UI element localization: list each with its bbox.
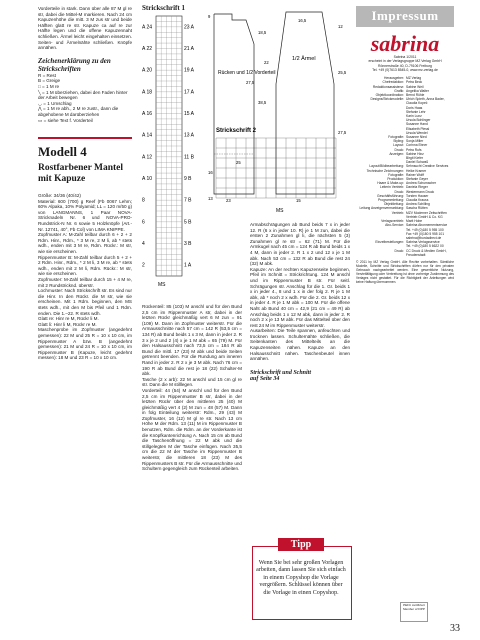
chart-row-label-left: A 24 xyxy=(142,24,153,31)
chart-row-label-left: 8 xyxy=(142,197,145,204)
chart-row-label-right: 17 A xyxy=(184,89,195,96)
publisher-info: Sabrina 1/2011 erscheint in der Verlagsgruppe MZ Verlag GmbH Rönnerstraße 40, D-79106 Freiburg Tel. +49 (0)7613 8545-0, www.mz-verlag.de xyxy=(368,55,442,72)
credit-role: Verlagsvertrieb: xyxy=(381,219,404,224)
chart-row-label-right: 11 B xyxy=(184,154,194,161)
credit-role: Layout/Bildbearbeitung: xyxy=(369,164,404,169)
credit-name: Birgit Kiefer xyxy=(406,156,424,161)
credit-name: MZ Verlag xyxy=(406,76,422,81)
credit-name: Sehnsucht Creative Services xyxy=(406,164,449,169)
credit-role: Fotografie: xyxy=(388,172,404,177)
chart-row-label-left: A 14 xyxy=(142,132,153,139)
credit-name: Westermann Druck xyxy=(406,189,435,194)
credit-role: Technische Zeichnungen: xyxy=(366,168,404,173)
credit-name: Sabine Hinz xyxy=(406,151,424,156)
col3-text: Armabschrägungen ab Bund beids 7 x in jeder 12. R (6 x in jeder 10. R) je 1 M zun, dabei die ersten 2 Zunahmen gl li, die nächsten 5 (3) Zunahmen gl re str = 62 (71) M. Für die Armkugel nach 45 cm = 124 R ab Bund beids 1 x 4 M, dann in jeder 2. R 1 x 2 und 12 x je 1 M abk. Nach 53 cm = 132 R ab Bund die rest 24 (32) M abk. Kapuze: An der rechten Kapuzenseite beginnen, Pfeil im Schnitt = Strickrichtung. 124 M anschl und im Rippenmuster B str. Für seitl. Schrägungen str. Anschlag für die 1. Gr. beids 1 x in jeder 4., 8 und 1 x in der folg 2. R je 1 M abk, ab * noch 2 x wdh. Für die 2. Gr. beids 12 x in jeder 4. R je 1 M abk = 100 M. Für die offene Naht ab Bund 40 cm = 42,9 (21 cm = 49 R) ab Anschlag beids 1 x 12 M abk, dann in jeder 2. R noch 2 x je 13 M abk. Für das Mittelteil über den rest 24 M im Rippenmuster weiterstr. Ausarbeiten: Die Teile spannen, anfeuchten und trocknen lassen. Schulternähte schließen, die Seitenkanten des Mittelteils an die Kapuzenseiten nähen. Kapuze an den Halsausschnitt nähen. Taschenbeutel innen annähen. xyxy=(250,222,350,362)
impressum-credits xyxy=(356,76,454,257)
dim-label: 12 xyxy=(338,24,343,29)
credit-name: Susanne Nied xyxy=(406,135,427,140)
credit-role: Layout: xyxy=(393,143,404,148)
stitch-chart-grid xyxy=(142,12,198,292)
copyright-text: © 2011 by MZ Verlag GmbH. Alle Rechte vorbehalten. Sämtliche Modelle, Schnitte und Strickschriften dürfen nur für den privaten Gebrauch nachgearbeitet werden. Eine gewerbliche Nutzung, Vervielfältigung oder Verbreitung ist ohne vorherige Zustimmung des Verlages nicht gestattet. Für die Richtigkeit der Anleitungen wird keine Haftung übernommen. xyxy=(356,259,454,284)
credit-name: Rainer Wolff xyxy=(406,172,425,177)
credit-role: Leiterin Vertrieb: xyxy=(379,185,404,190)
credit-role: Abo-Service: xyxy=(385,223,404,228)
credit-role: Einzelbestellungen: xyxy=(375,240,404,245)
chart2-ms-label: MS xyxy=(276,208,284,214)
see-also-page[interactable]: auf Seite 34 xyxy=(250,375,280,382)
chart-row-label-left: A 20 xyxy=(142,67,153,74)
credit-role: Chefredaktion: xyxy=(382,80,404,85)
credit-role: Styling: xyxy=(393,139,404,144)
pefc-badge: PEFC zertifiziert Member of FIPP xyxy=(400,602,428,622)
chart-row-label-right: 3 B xyxy=(184,241,192,247)
credit-name: Corinna Ebner xyxy=(406,143,428,148)
credit-row xyxy=(356,97,454,105)
intro-text: Vorderteile in stark. Dann über alle 87 M gl re str, dabei die Mittel-M markieren. Nach 24 cm Kapuzenhöhe die mitt. 3 M zus str und beide Hälften glatt re str. Kapuze ca auf re zur Hälfte legen und die offene Kapuzennaht schließen. Ärmel leicht eingehalten einsetzen. Seiten- und Ärmelnähte schließen. Knöpfe annähen. xyxy=(38,6,132,51)
credit-name: Elisabeth Plessl xyxy=(406,126,430,131)
credit-role: Objektleitung: xyxy=(383,202,404,207)
sabrina-logo: sabrina xyxy=(370,31,440,56)
credit-role: Druck: xyxy=(394,189,404,194)
credit-name: Claudia Krauss xyxy=(406,198,429,203)
credit-name: Sonja Miller xyxy=(406,139,424,144)
chart-row-label-right: 21 A xyxy=(184,46,195,52)
credit-role: Vertrieb: xyxy=(391,210,404,215)
credit-name: Tel. +49 (0)180 5 6622 00 xyxy=(406,244,444,249)
dim-label: 27,5 xyxy=(246,80,255,85)
tip-text: Wenn Sie bei sehr großen Vorlagen arbeiten, dann lassen Sie sich einfach in einem Copyshop die Vorlage vergrößern. Schlüssel können über die Vorlage in einen Copyshop. xyxy=(256,560,346,596)
credit-role: Haare & Make-up: xyxy=(377,181,404,186)
chart2-title: Strickschrift 2 xyxy=(216,128,257,134)
chart-row-label-right: 19 A xyxy=(184,67,195,74)
instructions-column-3 xyxy=(250,222,350,382)
impressum-title: Impressum xyxy=(356,6,454,27)
legend-title: Zeichenerklärung zu den Strickschriften xyxy=(38,56,111,73)
chart-row-label-left: A 12 xyxy=(142,154,153,161)
dim-label: 16 xyxy=(208,170,213,175)
chart-row-label-right: 7 B xyxy=(184,197,192,204)
dim-label: 22 xyxy=(264,60,269,65)
credit-name: CC Druck & Medien GmbH, Freudenstadt xyxy=(406,248,447,257)
tip-label: Tipp xyxy=(278,538,324,551)
legend-list: R = Rest B = Greige □ = 1 M re ╲ = 1 M überziehen, dabei den Faden hinter der Arbeit bewegen ◡ = 1 Umschlag ⋀ = 1 M re abh., 2 M re zustr., dann die abgehobene M darüberziehen ▭ = siehe Text f. Vorderteil xyxy=(38,72,128,123)
credit-role: Produktion: xyxy=(387,177,404,182)
dim-label: 18,5 xyxy=(258,30,267,35)
credit-role: Herausgeber: xyxy=(384,76,404,81)
chart-row-label-left: 6 xyxy=(142,219,145,226)
ms-label: MS xyxy=(158,282,166,288)
credit-name: Bernd Rühle xyxy=(406,93,425,97)
credit-name: Marit Hobe xyxy=(406,219,423,224)
chart-row-label-left: A 10 xyxy=(142,176,153,182)
impressum-column xyxy=(356,6,454,284)
credit-name: Stefanie Lehr xyxy=(406,109,426,114)
credit-name: Angelika Walter xyxy=(406,88,429,93)
chart-row-label-left: 2 xyxy=(142,262,145,269)
credit-name: Ulrich Spieth, Anna Bader, Claudia Kopeč xyxy=(406,97,445,106)
credit-role: Druck: xyxy=(394,248,404,253)
credit-name: sabrina@burdadirect.de xyxy=(406,235,442,240)
credit-role: Programmleitung: xyxy=(377,198,404,203)
credit-name: Karin Lunz xyxy=(406,114,422,119)
credit-name: Sabrina Abonnementservice xyxy=(406,223,448,228)
stitch-chart-1 xyxy=(142,4,198,294)
body-label: Rücken und 1/2 Vorderteil xyxy=(218,70,276,76)
credit-name: Doris Haas xyxy=(406,105,423,110)
section-divider xyxy=(38,137,132,139)
garment-schematic xyxy=(206,4,354,216)
dim-label: 13 xyxy=(208,196,213,201)
page-number: 33 xyxy=(450,623,460,634)
credit-role: Designs/Strickmodelle: xyxy=(370,97,404,102)
credit-role: Objektkoordination: xyxy=(375,93,404,97)
credit-row xyxy=(356,249,454,257)
chart-row-label-left: A 18 xyxy=(142,89,153,96)
dim-label: 38,5 xyxy=(258,100,267,105)
credit-name: MZV Moderner Zeitschriften Vertrieb GmbH & Co. KG xyxy=(406,210,447,219)
model-instructions: Größe: 34/36 (40/42) Material: 600 (700) g Reef (Fb 0067 Lehm; 60% Alpaka, 10% Polyamid; LL = 120 m/50 g) von LANGMANNS, 1 Paar NOVA-Stricknadeln Nr. 6 und NOVA-PRO-Rundstrick-N Nr. 6 sowie 5 Holzknöpfe (Art.-Nr. 12741, 40°, Fb Col) von LIMA KNIPPE. Zopfmuster A: M-Zahl teilbar durch 6 + 2 + 2 Rdm. Hinr., Rdm., * 3 M re, 2 M li, ab * stets wdh., enden mit 3 M re, Rdm. Rückr.: M str, wie sie erscheinen. Rippenmuster B: M-Zahl teilbar durch 5 + 2 + 2 Rdm. Hinr., Rdm., * 2 M li, 3 M re, ab * stets wdh., enden mit 2 M li, Rdm. Rückr.: M str, wie sie erscheinen. Zopfmuster: M-Zahl teilbar durch 15 + 4 M re, mit 2 Rundstricknd. überstr. Lochmuster: Nach Strickschrift str. Es sind nur die Hinr. In den Rückr. die M str, wie sie erscheinen. Mit 1 Rdm. beginnen, den MS stets wdh., mit den M bis Pfeil und 1 Rdm. enden. Die 1.–22. R stets wdh. Glatt re: Hinr re M, Rückr li M. Glatt li: Hinr li M, Rückr re M. Maschenprobe im Zopfmuster (angedehnt gemessen): 22 M und 25 R = 10 x 10 cm, im Rippenmuster A bzw. B (angedehnt gemessen): 21 M und 24 R = 10 x 10 cm, im Rippenmuster B (Kapuze, leicht gedehnt messen): 18 M und 23 R = 10 x 10 cm. xyxy=(38,193,132,361)
chart-row-label-left: 4 xyxy=(142,241,145,247)
credit-role: Fotografie: xyxy=(388,135,404,140)
credit-role: Leitung Anzeigenvermarktung: xyxy=(359,206,404,211)
dim-label: 23 xyxy=(226,198,231,203)
credit-name: Sabrina Verlagsservice xyxy=(406,240,440,245)
credit-name: Petra Beck xyxy=(406,80,423,85)
sleeve-label: 1/2 Ärmel xyxy=(292,56,316,62)
credit-name: Andrea Schilling xyxy=(406,202,430,207)
dim-label: 15 xyxy=(296,198,301,203)
see-also-link[interactable]: Strickschrift und Schnitt xyxy=(250,369,312,376)
credit-name: Susanne Hand xyxy=(406,122,428,127)
credit-role: Geschäftsführung: xyxy=(377,193,404,198)
chart-row-label-right: 23 A xyxy=(184,24,195,31)
credit-row xyxy=(356,211,454,219)
chart-row-label-right: 15 A xyxy=(184,111,195,117)
credit-name: Andrea Schumacher xyxy=(406,181,437,186)
dim-label: 27,5 xyxy=(338,130,347,135)
chart-row-label-left: A 22 xyxy=(142,46,153,52)
credit-name: Torsten Hauser xyxy=(406,193,429,198)
chart-row-label-right: 1 A xyxy=(184,262,192,269)
credit-name: Petra Rufs xyxy=(406,147,422,152)
credit-name: Ursula Wendel xyxy=(406,130,428,135)
credit-name: Tel. +49 (0)180 5 955 100 xyxy=(406,227,444,232)
dim-label: 25 xyxy=(236,160,241,165)
credit-name: Sascha Rütten xyxy=(406,206,428,211)
stitch-chart-title: Strickschrift 1 xyxy=(142,4,185,12)
instructions-column-2: Rückenteil: 85 (103) M anschl und für den Bund 2,5 cm im Rippenmuster A str, dabei in der letzten Rückr gleichmäßig vert 6 M zun = 91 (109) M. Dann im Zopfmuster weiterstr. Für die Armausschnitte nach 57 cm = 142 R (53,5 cm = 134 R) ab Bund beids 1 x 3 M, dann in jeder 2. R 3 x je 2 und 2 (4) x je 1 M abk = 65 (79) M. Für den Halsausschnitt nach 73,5 cm = 184 R ab Bund die mittl. 17 (23) M abk und beide Seiten getrennt beenden. Für die Rundung am inneren Rand in jeder 2. R 2 x je 3 M abk. Nach 76 cm = 190 R ab Bund die rest je 18 (22) Schulter-M abk. Tasche (2 x arb): 22 M anschl und 15 cm gl re str. Dann die M stilllegen. Vorderteil: 44 (54) M anschl und für den Bund 2,5 cm im Rippenmuster B str, dabei in der letzten Rückr über den mittleren 25 (40) M gleichmäßig vert 4 (2) M zun = 48 (57) M. Dann in folg Einteilung weiterstr: Rdm., 29 (43) M Zopfmuster, 16 (12) M gl re str. Nach 13 cm Höhe M der Rdm. 13 (11) M im Rippenmuster B benutzen, Rdm. die Rdm. an der Vorderkante ist die Knöpfkantenrichtung A. Nach 15 cm ab Bund die Taschenöffnung = 22 M abk und die stillgelegten M der Tasche einfügen. Nach 35,5 cm die 22 M der Tasche im Rippenmuster B weiterstr, die mittleren 18 (23) M des Rippenmusters B str. Für die Armausschnitte und Schultern gegengleich zum Rückenteil arbeiten. xyxy=(142,304,242,472)
dim-label: 9 xyxy=(208,14,211,19)
credit-name: Ursula Bohlinger xyxy=(406,118,431,123)
credit-name: Stefanie Geyer xyxy=(406,177,428,182)
sleeve-outline xyxy=(276,12,334,194)
credit-name: Fax +49 (0)180 5 955 101 xyxy=(406,231,445,236)
dim-label: 16,5 xyxy=(298,18,307,23)
credit-role: Grafik: xyxy=(394,88,404,93)
chart-row-label-right: 5 B xyxy=(184,219,192,226)
model-subtitle: Rostfarbener Mantel mit Kapuze xyxy=(38,163,124,185)
credit-role: Druck: xyxy=(394,147,404,152)
credit-name: Sabine Weil xyxy=(406,84,424,89)
credit-name: Daniela Rieger xyxy=(406,185,428,190)
credit-role: Anzeigen: xyxy=(389,151,404,156)
chart-row-label-right: 13 A xyxy=(184,132,195,139)
body-outline xyxy=(214,14,254,194)
instructions-column-1 xyxy=(38,6,132,361)
model-title: Modell 4 xyxy=(38,144,87,160)
dim-label: 25,5 xyxy=(338,70,347,75)
credit-name: Daniel Schwaß xyxy=(406,160,429,165)
credit-role: Redaktionsassistenz: xyxy=(372,84,404,89)
credit-name: Heike Kramer xyxy=(406,168,427,173)
chart-row-label-left: A 16 xyxy=(142,111,153,117)
chart-row-label-right: 9 B xyxy=(184,176,192,182)
